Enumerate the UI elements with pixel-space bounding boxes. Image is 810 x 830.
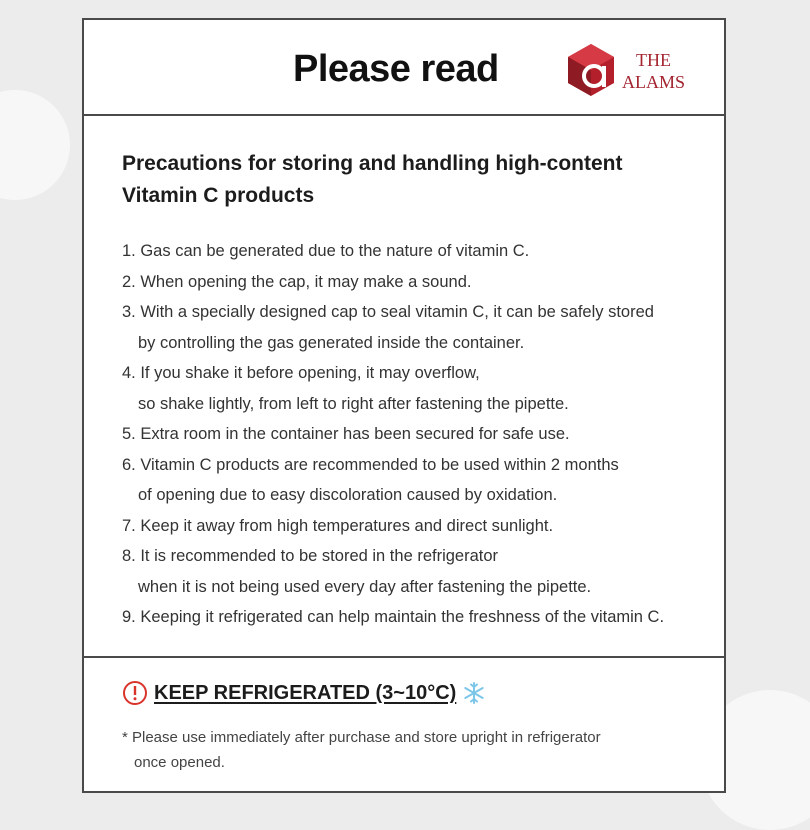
logo-text-alams: ALAMS xyxy=(622,72,686,92)
list-item xyxy=(122,419,712,450)
list-item-text: 3. With a specially designed cap to seal vitamin C, it can be safely stored xyxy=(122,303,654,321)
list-item xyxy=(122,297,712,358)
list-item xyxy=(122,602,712,633)
warning-icon xyxy=(122,680,148,706)
section-title xyxy=(122,148,712,212)
list-item-text: 5. Extra room in the container has been secured for safe use. xyxy=(122,425,570,443)
snowflake-icon xyxy=(462,681,486,705)
precautions-section xyxy=(122,148,712,633)
page-title: Please read xyxy=(293,48,499,90)
section-title-line2: Vitamin C products xyxy=(122,184,315,207)
precaution-list xyxy=(122,236,712,633)
list-item xyxy=(122,236,712,267)
list-item-text: 8. It is recommended to be stored in the refrigerator xyxy=(122,547,499,565)
notice-card xyxy=(82,18,726,793)
brand-logo xyxy=(564,42,714,102)
list-item-continuation: so shake lightly, from left to right after fastening the pipette. xyxy=(138,394,569,413)
warning-text: KEEP REFRIGERATED (3~10°C) xyxy=(154,681,457,704)
list-item-text: 4. If you shake it before opening, it may overflow, xyxy=(122,364,480,382)
list-item-continuation: by controlling the gas generated inside the container. xyxy=(138,333,525,352)
section-title-line1: Precautions for storing and handling high-content xyxy=(122,152,623,175)
list-item-text: 2. When opening the cap, it may make a sound. xyxy=(122,272,472,291)
refrigeration-warning xyxy=(122,680,486,706)
list-item-text: 7. Keep it away from high temperatures and direct sunlight. xyxy=(122,516,554,535)
list-item xyxy=(122,541,712,602)
list-item xyxy=(122,358,712,419)
section-divider xyxy=(84,656,724,658)
list-item-text: 6. Vitamin C products are recommended to be used within 2 months xyxy=(122,455,619,474)
list-item xyxy=(122,267,712,298)
logo-text-the: THE xyxy=(636,50,671,70)
list-item xyxy=(122,511,712,542)
card-header xyxy=(84,20,724,116)
list-item-continuation: of opening due to easy discoloration caused by oxidation. xyxy=(138,486,558,504)
list-item-continuation: when it is not being used every day after fastening the pipette. xyxy=(138,577,592,596)
background-blob xyxy=(0,90,70,200)
storage-note xyxy=(122,725,702,775)
list-item-text: 1. Gas can be generated due to the nature of vitamin C. xyxy=(122,242,530,260)
storage-note-line1: * Please use immediately after purchase and store upright in refrigerator xyxy=(122,729,601,746)
brand-logo-icon xyxy=(564,42,618,98)
list-item-text: 9. Keeping it refrigerated can help maintain the freshness of the vitamin C. xyxy=(122,608,665,626)
list-item xyxy=(122,450,712,511)
storage-note-line2: once opened. xyxy=(134,754,225,771)
